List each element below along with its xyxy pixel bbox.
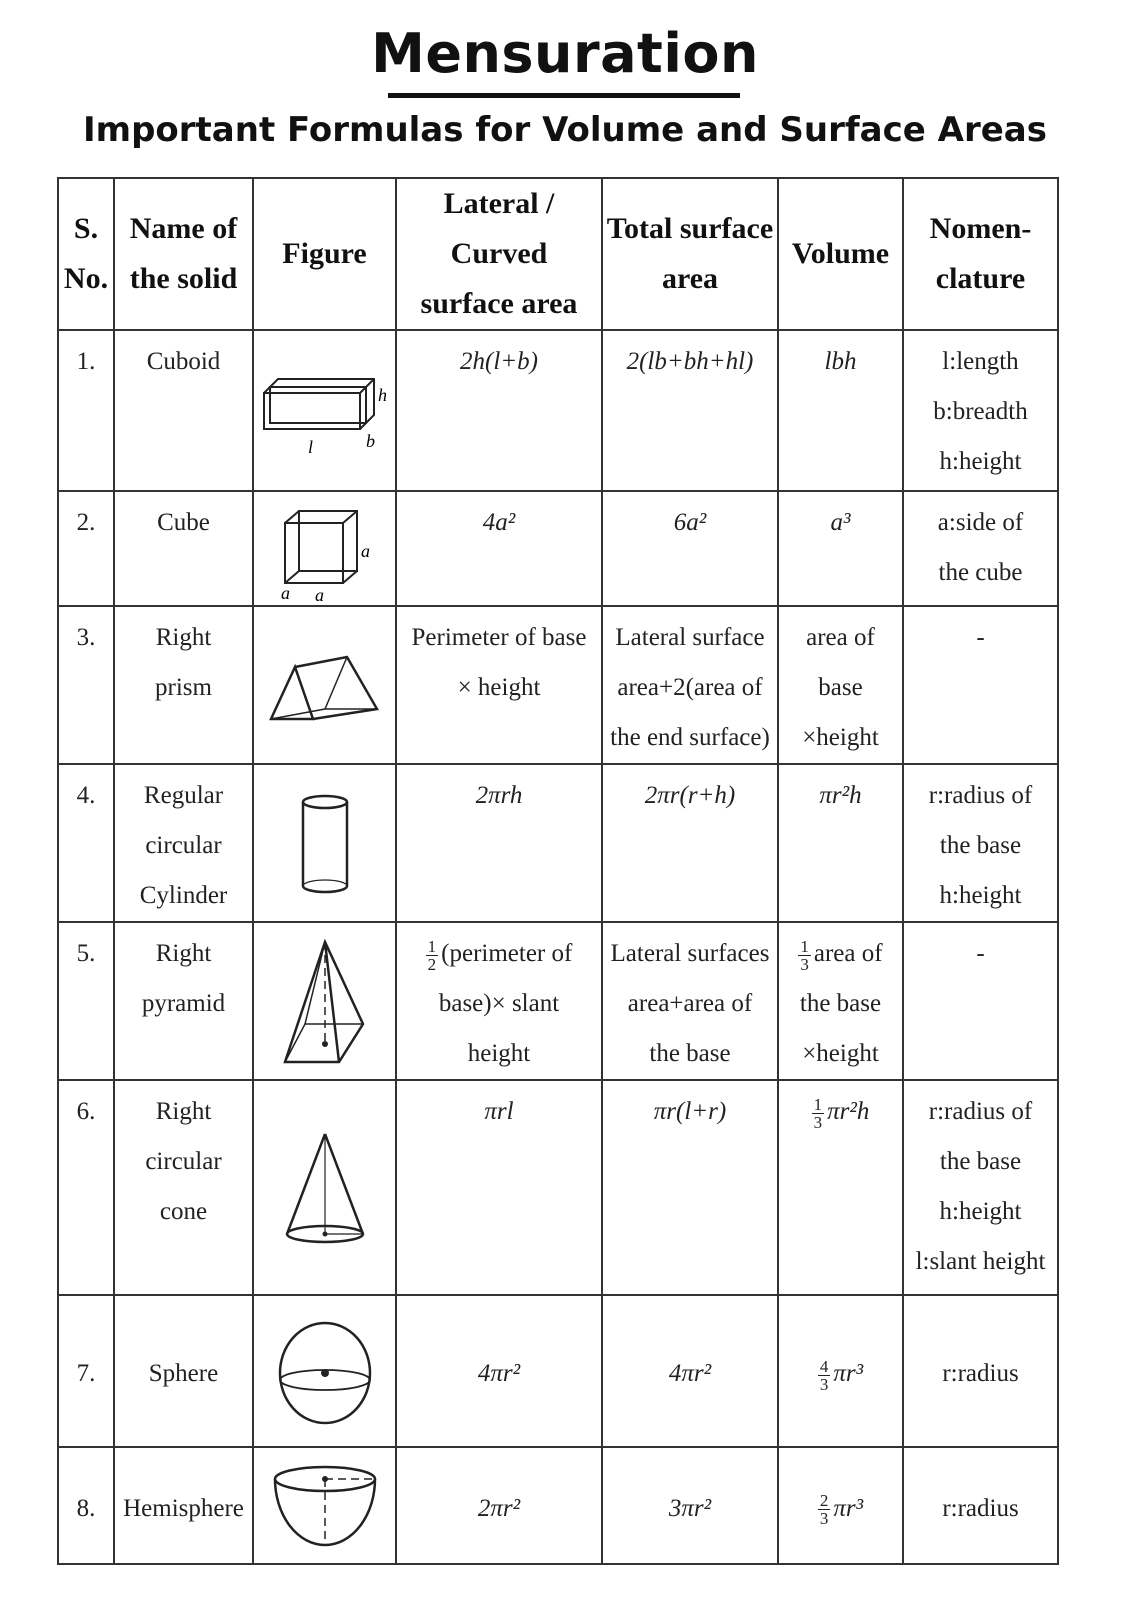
volume-fraction [818,1358,831,1393]
figure-cell [253,606,396,764]
row-nomenclature: l:length b:breadth h:height [903,330,1058,491]
row-sno: 8. [58,1447,114,1564]
row-nomenclature: - [903,922,1058,1080]
row-sno: 2. [58,491,114,606]
page-subtitle: Important Formulas for Volume and Surface Areas [83,110,1047,150]
table-row [58,606,1058,764]
figure-cell [253,764,396,922]
row-nomenclature: r:radius [903,1447,1058,1564]
title-underline [388,93,740,98]
volume-text: area of the base ×height [799,940,883,1067]
fraction-numerator: 4 [819,1356,829,1376]
cube-icon [275,501,375,601]
header-name: Name of the solid [114,178,253,330]
table-row [58,764,1058,922]
row-lateral: Perimeter of base × height [396,606,602,764]
table-header-row [58,178,1058,330]
fraction-numerator: 2 [819,1491,829,1511]
row-name: Right prism [114,606,253,764]
header-nomenclature: Nomen- clature [903,178,1058,330]
figure-cell [253,330,396,491]
row-total: 2(lb+bh+hl) [602,330,778,491]
header-sno: S. No. [58,178,114,330]
row-total: 4πr² [602,1295,778,1447]
table-row [58,1447,1058,1564]
row-total: Lateral surface area+2(area of the end surface) [602,606,778,764]
fraction-denominator: 3 [800,954,809,974]
volume-text: πr³ [833,1360,864,1387]
row-volume [778,1447,903,1564]
row-volume: a³ [778,491,903,606]
row-volume: lbh [778,330,903,491]
lateral-fraction [426,938,439,973]
figure-cell [253,1447,396,1564]
page-title: Mensuration [371,22,759,85]
row-sno: 3. [58,606,114,764]
row-lateral: 2πr² [396,1447,602,1564]
row-lateral: 4πr² [396,1295,602,1447]
row-name: Cuboid [114,330,253,491]
row-lateral: πrl [396,1080,602,1295]
figure-cell [253,491,396,606]
row-volume: area of base ×height [778,606,903,764]
cylinder-icon [290,790,360,900]
row-sno: 7. [58,1295,114,1447]
cuboid-label-h: h [377,384,387,405]
cone-icon [280,1130,370,1250]
cuboid-label-b: b [365,430,375,451]
header-figure: Figure [253,178,396,330]
row-nomenclature: r:radius [903,1295,1058,1447]
table-row [58,330,1058,491]
fraction-denominator: 2 [427,954,437,974]
row-lateral [396,922,602,1080]
row-lateral: 2πrh [396,764,602,922]
row-volume [778,922,903,1080]
table-row [58,922,1058,1080]
table-row [58,1080,1058,1295]
volume-text: πr³ [833,1494,864,1522]
table-row [58,491,1058,606]
volume-fraction [798,938,811,973]
row-nomenclature: r:radius of the base h:height [903,764,1058,922]
row-volume: πr²h [778,764,903,922]
row-nomenclature: - [903,606,1058,764]
figure-cell [253,1295,396,1447]
cube-label-a-side: a [360,540,370,561]
row-name: Sphere [114,1295,253,1447]
table-row [58,1295,1058,1447]
row-volume [778,1080,903,1295]
figure-cell [253,922,396,1080]
lateral-text: (perimeter of base)× slant height [438,940,573,1067]
row-total: 2πr(r+h) [602,764,778,922]
fraction-denominator: 3 [813,1112,823,1132]
sphere-icon [275,1318,375,1428]
cube-label-a-base: a [314,584,324,601]
header-volume: Volume [778,178,903,330]
fraction-denominator: 3 [819,1374,829,1394]
row-sno: 5. [58,922,114,1080]
volume-text: πr²h [827,1098,870,1125]
row-nomenclature: a:side of the cube [903,491,1058,606]
row-name: Cube [114,491,253,606]
row-lateral: 2h(l+b) [396,330,602,491]
row-sno: 1. [58,330,114,491]
row-name: Hemisphere [114,1447,253,1564]
fraction-numerator: 1 [427,936,437,956]
row-nomenclature: r:radius of the base h:height l:slant height [903,1080,1058,1295]
row-name: Right pyramid [114,922,253,1080]
cuboid-icon [258,367,392,459]
fraction-denominator: 3 [819,1509,829,1529]
triangular-prism-icon [265,647,385,727]
fraction-numerator: 1 [813,1094,823,1114]
volume-fraction [812,1096,825,1131]
volume-fraction [818,1492,831,1527]
hemisphere-icon [270,1463,380,1553]
row-total: πr(l+r) [602,1080,778,1295]
pyramid-icon [275,938,375,1068]
fraction-numerator: 1 [800,936,809,956]
row-name: Regular circular Cylinder [114,764,253,922]
cube-label-a-depth: a [280,582,290,601]
formula-table [57,177,1059,1565]
row-total: 3πr² [602,1447,778,1564]
row-sno: 4. [58,764,114,922]
header-total: Total surface area [602,178,778,330]
header-lateral: Lateral / Curved surface area [396,178,602,330]
figure-cell [253,1080,396,1295]
row-name: Right circular cone [114,1080,253,1295]
cuboid-label-l: l [307,436,313,457]
row-total: Lateral surfaces area+area of the base [602,922,778,1080]
row-volume [778,1295,903,1447]
row-sno: 6. [58,1080,114,1295]
row-lateral: 4a² [396,491,602,606]
row-total: 6a² [602,491,778,606]
